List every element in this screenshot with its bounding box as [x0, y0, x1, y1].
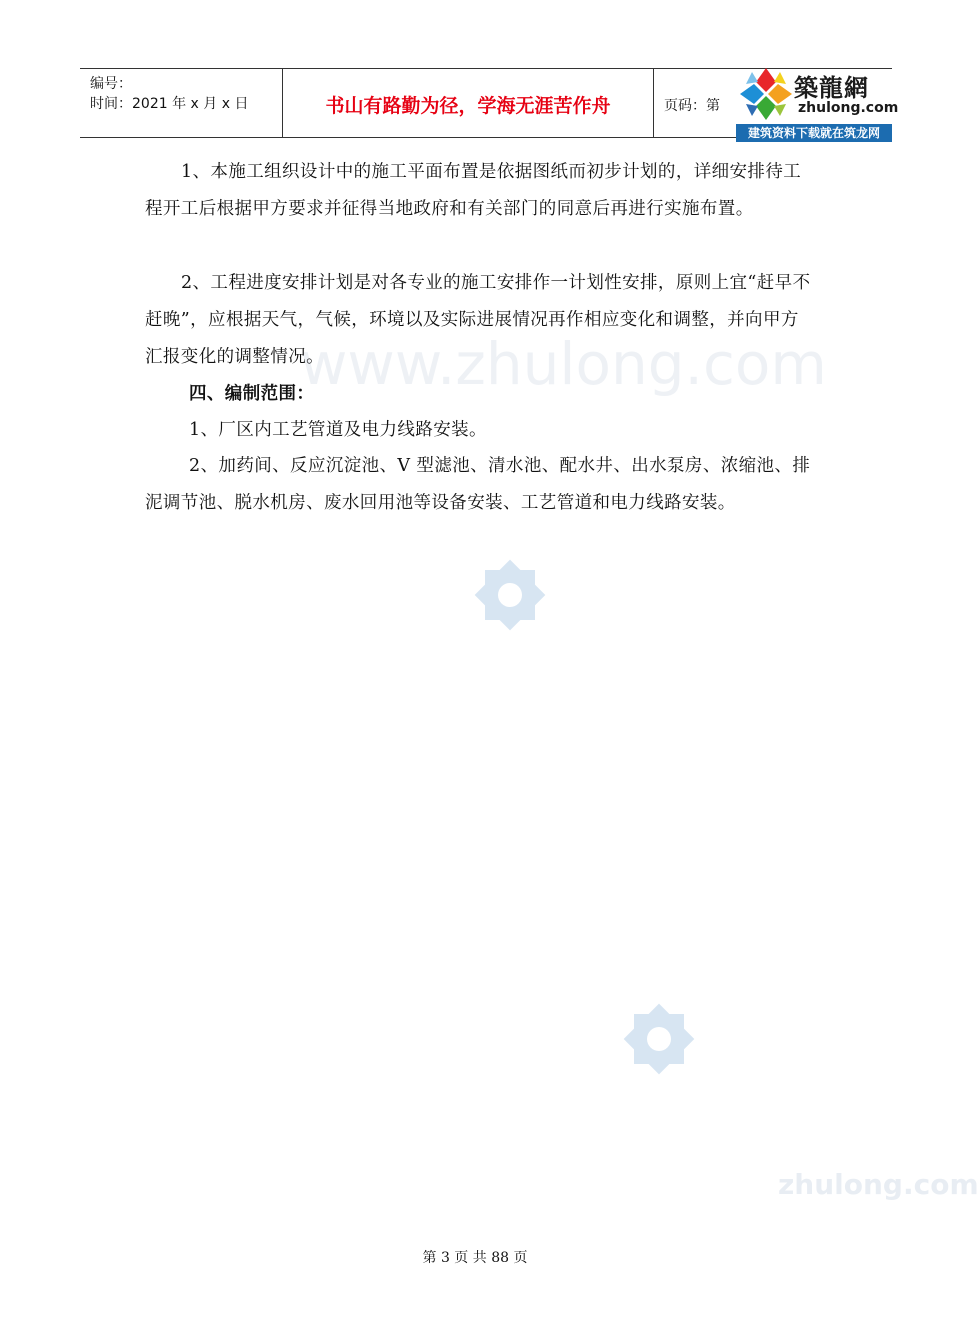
header-info-cell — [80, 69, 283, 137]
logo-domain: zhulong.com — [798, 100, 899, 116]
page-number-label: 页码：第 — [664, 98, 720, 114]
header-motto: 书山有路勤为径，学海无涯苦作舟 — [325, 95, 611, 117]
doc-number-label: 编号： — [90, 76, 132, 92]
paragraph-1 — [145, 154, 813, 228]
section-heading-text: 四、编制范围： — [189, 384, 315, 404]
logo-mark-icon — [736, 66, 796, 124]
section-heading — [145, 376, 813, 413]
footer-page-count: 第 3 页 共 88 页 — [422, 1250, 528, 1266]
paragraph-4 — [145, 448, 813, 522]
watermark-flower-icon — [455, 540, 565, 650]
page-footer — [0, 1247, 950, 1267]
paragraph-1-text: 1、本施工组织设计中的施工平面布置是依据图纸而初步计划的，详细安排待工程开工后根据甲方要求并征得当地政府和有关部门的同意后再进行实施布置。 — [145, 162, 802, 219]
watermark-text: www.zhulong.com — [300, 330, 827, 398]
paragraph-3-text: 1、厂区内工艺管道及电力线路安装。 — [189, 420, 487, 440]
zhulong-logo — [736, 66, 899, 142]
paragraph-4-text: 2、加药间、反应沉淀池、V 型滤池、清水池、配水井、出水泵房、浓缩池、排泥调节池、脱水机房、废水回用池等设备安装、工艺管道和电力线路安装。 — [145, 456, 811, 513]
paragraph-2-text: 2、工程进度安排计划是对各专业的施工安排作一计划性安排，原则上宜“赶早不赶晚”，应根据天气，气候，环境以及实际进展情况再作相应变化和调整，并向甲方汇报变化的调整情况。 — [145, 273, 811, 367]
paragraph-2 — [145, 265, 813, 376]
watermark-corner-text: zhulong.com — [778, 1168, 979, 1201]
watermark-flower-icon — [604, 984, 714, 1094]
doc-time-label: 时间：2021 年 x 月 x 日 — [90, 96, 249, 112]
logo-name: 築龍網 — [794, 73, 869, 102]
logo-slogan: 建筑资料下载就在筑龙网 — [736, 124, 892, 142]
paragraph-3 — [145, 412, 813, 449]
header-motto-cell — [283, 69, 654, 137]
